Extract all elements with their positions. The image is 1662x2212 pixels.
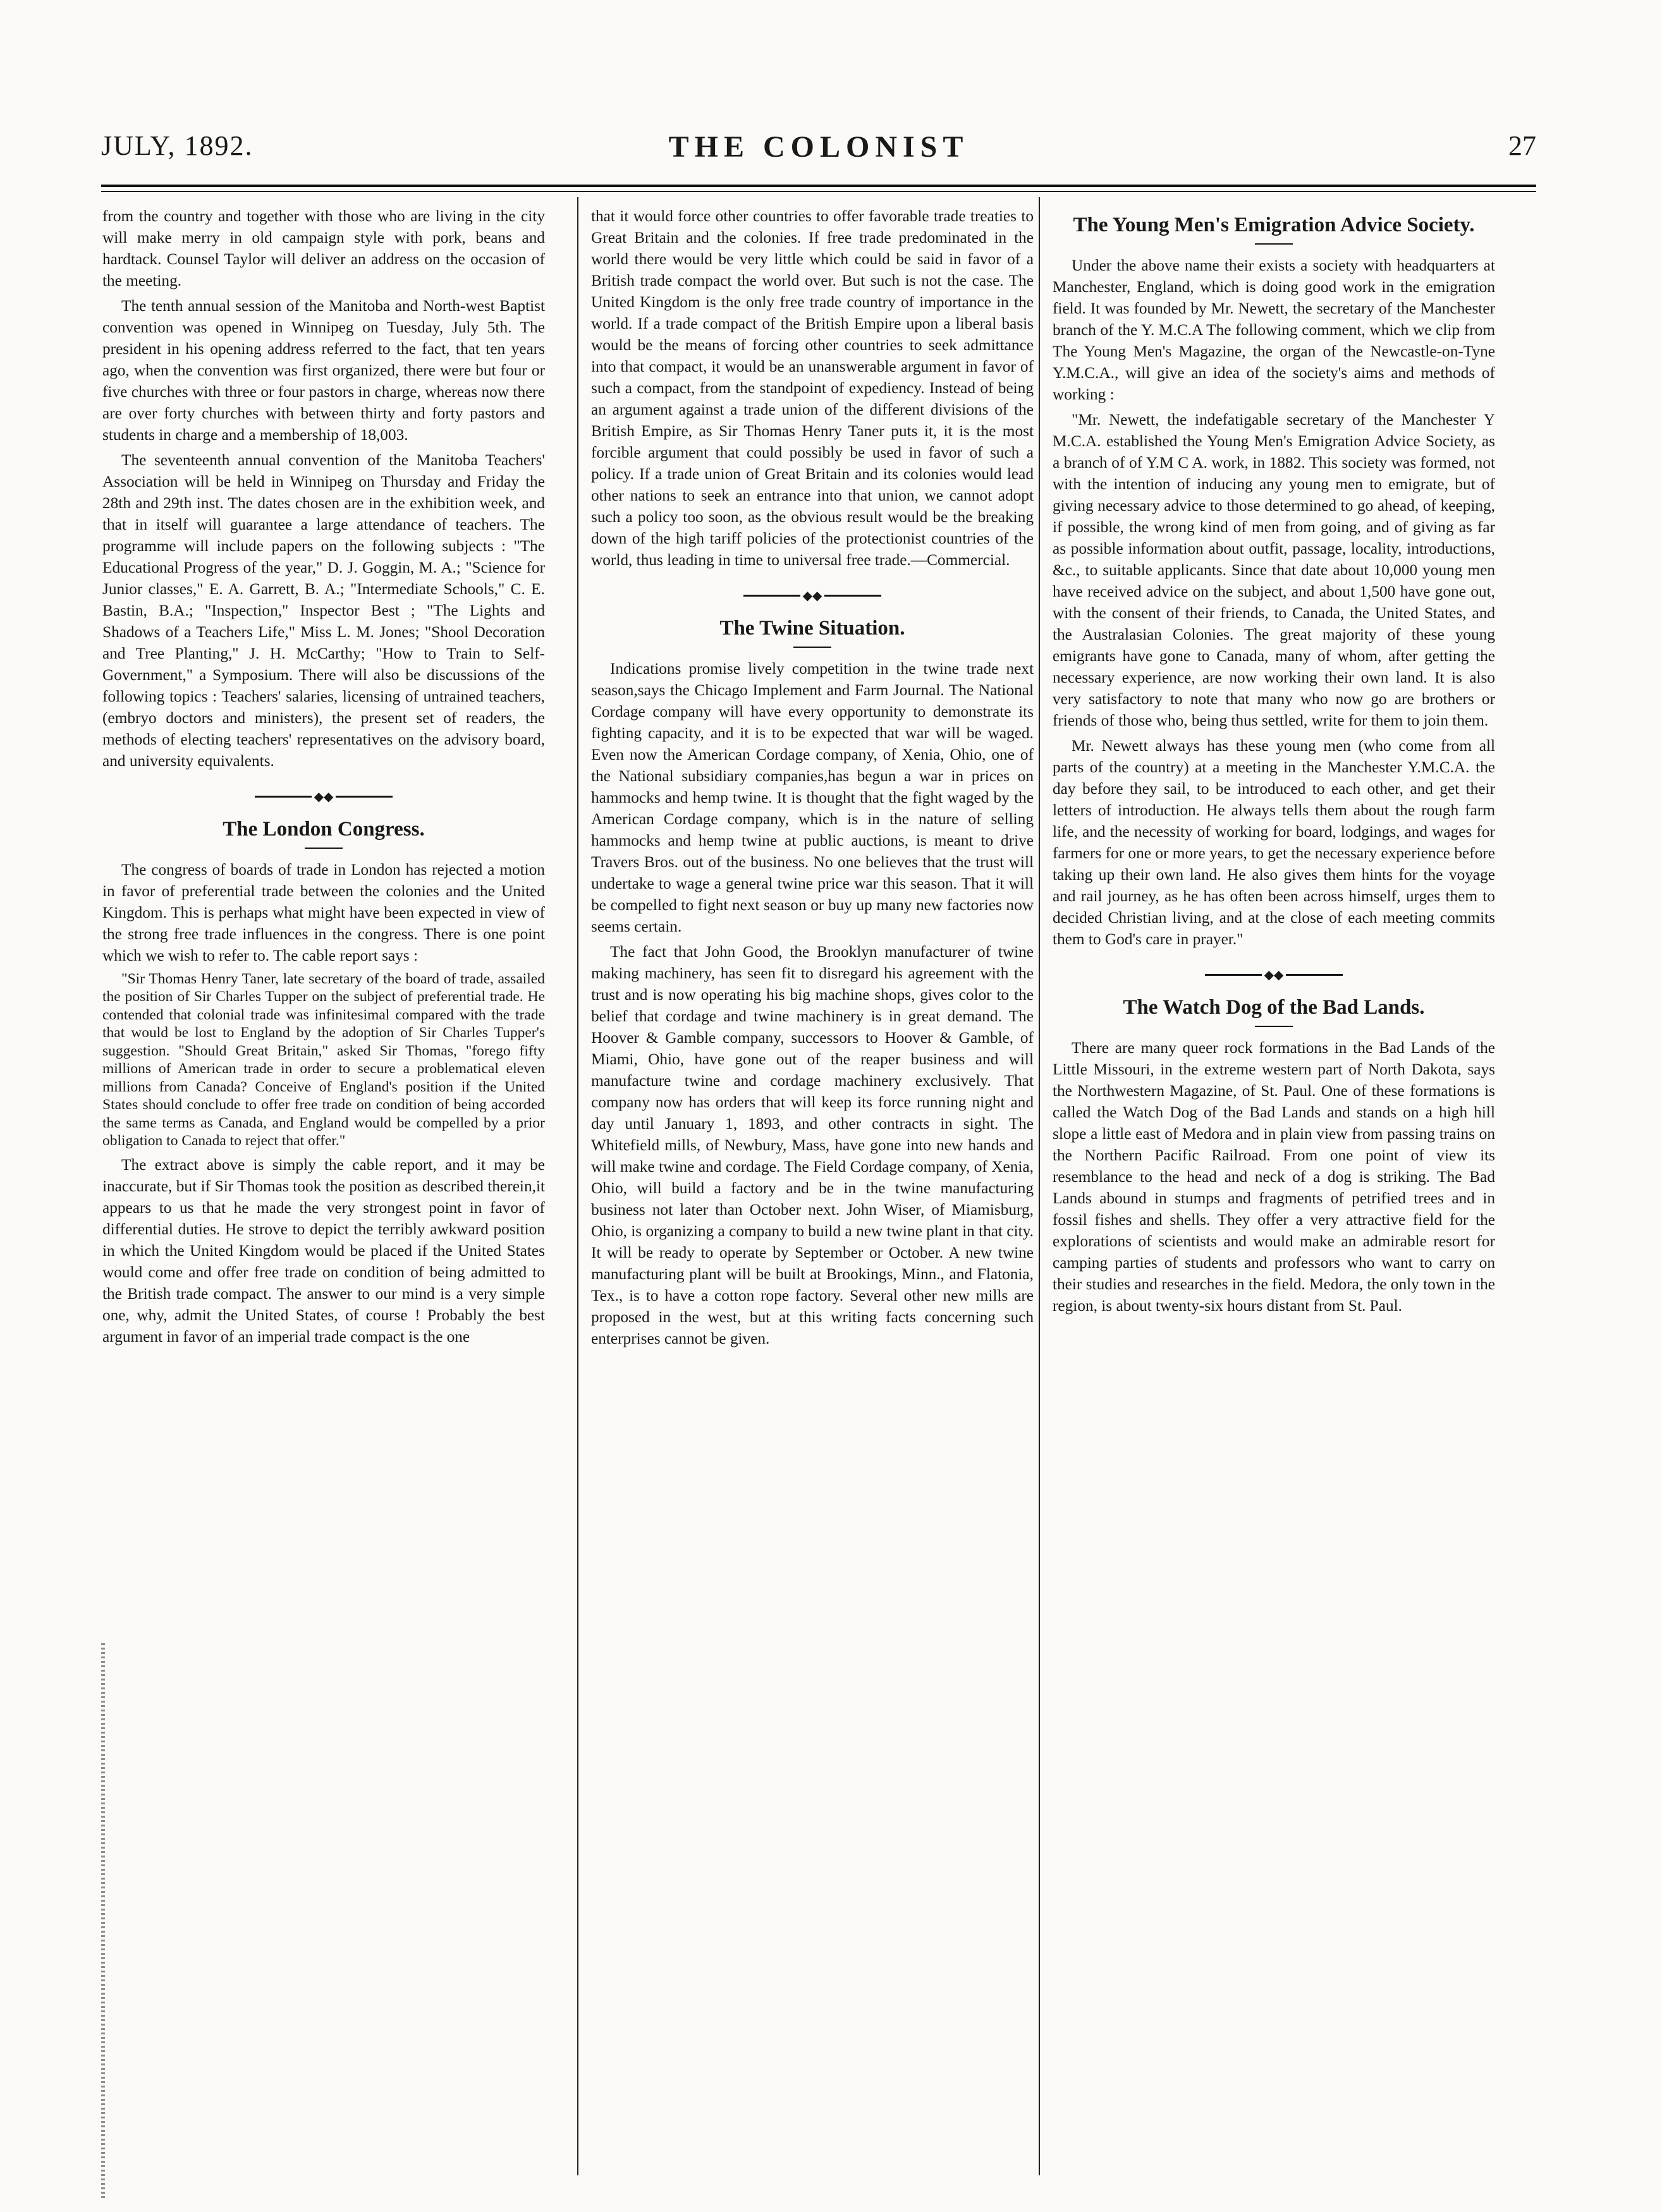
paragraph: The tenth annual session of the Manitoba and North-west Baptist convention was opened in Winnipeg on Tuesday, July 5th. The president in his opening address referred to the fact, that ten years ago, when the convention was first organized, there were but four or five churches with three or four pastors in charge, whereas now there are over forty churches with between thirty and forty pastors and students in charge and a membership of 18,003.	[102, 297, 545, 444]
column-divider-1	[577, 197, 578, 2175]
paragraph: Under the above name their exists a society with headquarters at Manchester, England, which is doing good work in the emigration field. It was founded by Mr. Newett, the secretary of the Manchester branch of the Y. M.C.A The following comment, which we clip from The Young Men's Magazine, the organ of the Newcastle-on-Tyne Y.M.C.A., will give an idea of the society's aims and methods of working :	[1053, 257, 1495, 403]
binding-edge	[101, 1643, 105, 2199]
column-1	[102, 205, 545, 1351]
paragraph: The extract above is simply the cable report, and it may be inaccurate, but if Sir Thomas took the position as described therein,it appears to us that he made the very strongest point in favor of differential duties. He strove to depict the terribly awkward position in which the United Kingdom would be placed if the United States would come and offer free trade on condition of being admitted to the British trade compact. The answer to our mind is a very simple one, why, admit the United States, of course ! Probably the best argument in favor of an imperial trade compact is the one	[102, 1155, 545, 1346]
paragraph: from the country and together with those who are living in the city will make merry in old campaign style with pork, beans and hardtack. Counsel Taylor will deliver an address on the occasion of the meeting.	[102, 207, 545, 289]
paragraph: that it would force other countries to offer favorable trade treaties to Great Britain and the colonies. If free trade predominated in the world there would be very little which could be said in favor of a British trade compact the world over. But such is not the case. The United Kingdom is the only free trade country of importance in the world. If a trade compact of the British Empire upon a liberal basis would be the means of forcing other countries to seek admittance into that compact, it would be an unanswerable argument in favor of such a compact, from the standpoint of expediency. Instead of being an argument against a trade union of the different divisions of the British Empire, as Sir Thomas Henry Taner puts it, it is the most forcible argument that could possibly be used in favor of such a policy. If a trade union of Great Britain and its colonies would lead other nations to seek an entrance into that union, we cannot adopt such a policy too soon, as the obvious result would be the breaking down of the high tariff policies of the protectionist countries of the world, thus leading in time to universal free trade.—Commercial.	[591, 207, 1034, 569]
article-heading: The London Congress.	[223, 817, 425, 841]
block-quote: "Sir Thomas Henry Taner, late secretary of the board of trade, assailed the position of Sir Charles Tupper on the subject of preferential trade. He contended that colonial trade was infinitesimal compared with the trade that would be lost to England by the adoption of Sir Charles Tupper's suggestion. "Should Great Britain," asked Sir Thomas, "forego fifty millions of American trade in order to secure a problematical eleven millions from Canada? Conceive of England's position if the United States should conclude to offer free trade on condition of being accorded the same terms as Canada, and England would be compelled by a prior obligation to Canada to reject that offer."	[102, 970, 545, 1150]
page-number: 27	[1508, 130, 1536, 161]
column-3	[1053, 205, 1495, 1320]
paragraph: The seventeenth annual convention of the Manitoba Teachers' Association will be held in Winnipeg on Thursday and Friday the 28th and 29th inst. The dates chosen are in the exhibition week, and that in itself will guarantee a large attendance of teachers. The programme will include papers on the following subjects : "The Educational Progress of the year," D. J. Goggin, M. A.; "Science for Junior classes," E. A. Garrett, B. A.; "Intermediate Schools," C. E. Bastin, B.A.; "Inspection," Inspector Best ; "The Lights and Shadows of a Teachers Life," Miss L. M. Jones; "Shool Decoration and Tree Planting," J. H. McCarthy; "How to Train to Self-Government," a Symposium. There will also be discussions of the following topics : Teachers' salaries, licensing of untrained teachers, (embryo doctors and ministers), the present set of readers, the methods of electing teachers' representatives on the advisory board, and university equivalents.	[102, 451, 545, 770]
paragraph: The fact that John Good, the Brooklyn manufacturer of twine making machinery, has seen fit to disregard his agreement with the trust and is now operating his big machine shops, gives color to the belief that cordage and twine machinery is in great demand. The Hoover & Gamble company, successors to Hoover & Gamble, of Miami, Ohio, have gone out of the reaper business and will manufacture twine and cordage machinery exclusively. That company now has orders that will keep its force running night and day until January 1, 1893, and other contracts in sight. The Whitefield mills, of Newbury, Mass, have gone into new hands and will make twine and cordage. The Field Cordage company, of Xenia, Ohio, will build a factory and be in the twine manufacturing business not later than October next. John Wiser, of Miamisburg, Ohio, is organizing a company to build a new twine plant in that city. It will be ready to operate by September or October. A new twine manufacturing plant will be built at Brookings, Minn., and Flatonia, Tex., is to have a cotton rope factory. Several other new mills are proposed in the west, but at this writing facts concerning such enterprises cannot be given.	[591, 942, 1034, 1347]
heading-rule	[793, 647, 831, 648]
heading-rule	[1255, 243, 1293, 245]
section-ornament: ◆◆	[1053, 961, 1495, 988]
header-rule-thin	[101, 191, 1536, 192]
section-ornament: ◆◆	[591, 582, 1034, 609]
paragraph: Mr. Newett always has these young men (who come from all parts of the country) at a meeting in the Manchester Y.M.C.A. the day before they sail, to be introduced to each other, and get their letters of introduction. He always tells them about the rough farm life, and the necessity of working for board, lodgings, and wages for farmers for one or more years, to get the necessary experience before taking up their own land. He also gives them hints for the voyage and rail journey, as he has often been across himself, urges them to decided Christian living, and at the close of each meeting commits them to God's care in prayer."	[1053, 737, 1495, 948]
column-2	[591, 205, 1034, 1353]
newspaper-title: THE COLONIST	[668, 130, 969, 164]
heading-rule	[1255, 1026, 1293, 1027]
paragraph: There are many queer rock formations in the Bad Lands of the Little Missouri, in the extreme western part of North Dakota, says the Northwestern Magazine, of St. Paul. One of these formations is called the Watch Dog of the Bad Lands and stands on a high hill slope a little east of Medora and in plain view from passing trains on the Northern Pacific Railroad. From one point of view its resemblance to the head and neck of a dog is striking. The Bad Lands abound in stumps and fragments of petrified trees and in fossil fishes and shells. They offer a very attractive field for the explorations of scientists and would make an admirable resort for camping parties of students and professors who want to carry on their studies and researches in the field. Medora, the only town in the region, is about twenty-six hours distant from St. Paul.	[1053, 1038, 1495, 1315]
article-heading: The Young Men's Emigration Advice Society.	[1073, 214, 1475, 236]
heading-rule	[305, 848, 343, 849]
paragraph: "Mr. Newett, the indefatigable secretary of the Manchester Y M.C.A. established the Young Men's Emigration Advice Society, as a branch of of Y.M C A. work, in 1882. This society was formed, not with the intention of inducing any young men to emigrate, but of giving necessary advice to those determined to go ahead, of keeping, if possible, the wrong kind of men from going, and of giving as far as possible information about outfit, passage, locality, introductions, &c., to suitable applicants. Since that date about 10,000 young men have received advice on the subject, and about 1,500 have gone out, with the consent of their friends, to Canada, the United States, and the Australasian Colonies. The great majority of these young emigrants have gone to Canada, many of whom, after getting the necessary experience, are now working their own land. It is also very satisfactory to note that many who now go are brothers or friends of those who, being thus settled, write for them to join them.	[1053, 411, 1495, 729]
section-ornament: ◆◆	[102, 783, 545, 810]
issue-date: JULY, 1892.	[101, 130, 254, 161]
column-divider-2	[1039, 197, 1040, 2175]
page-header	[101, 130, 1536, 174]
article-heading: The Twine Situation.	[719, 616, 905, 640]
article-heading: The Watch Dog of the Bad Lands.	[1123, 995, 1425, 1019]
paragraph: The congress of boards of trade in London has rejected a motion in favor of preferential trade between the colonies and the United Kingdom. This is perhaps what might have been expected in view of the strong free trade influences in the congress. There is one point which we wish to refer to. The cable report says :	[102, 860, 545, 964]
paragraph: Indications promise lively competition in the twine trade next season,says the Chicago Implement and Farm Journal. The National Cordage company will have every opportunity to demonstrate its fighting capacity, and it is to be expected that war will be waged. Even now the American Cordage company, of Xenia, Ohio, one of the National subsidiary companies,has begun a war in prices on hammocks and hemp twine. It is thought that the fight waged by the American Cordage company, which is in the nature of selling hammocks and hemp twine at public auctions, is meant to drive Travers Bros. out of the business. No one believes that the trust will undertake to wage a general twine price war this season. That it will be compelled to fight next season or buy up many new factories now seems certain.	[591, 659, 1034, 935]
header-rule-thick	[101, 185, 1536, 187]
